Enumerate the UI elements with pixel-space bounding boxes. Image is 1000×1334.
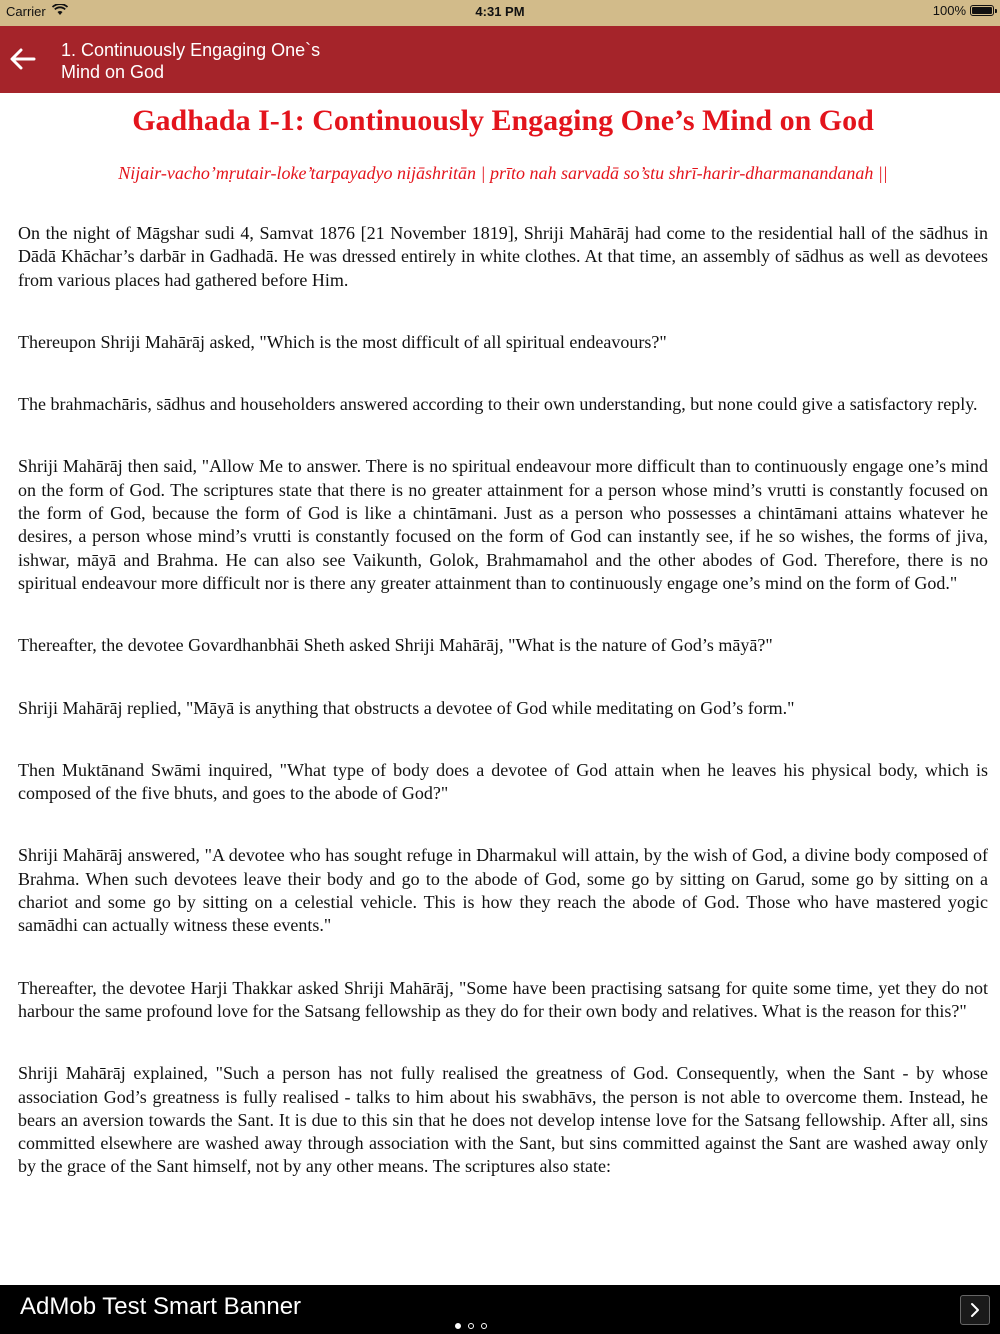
page-indicator [455,1323,487,1329]
ad-next-button[interactable] [960,1295,990,1325]
article-content[interactable] [18,93,988,1273]
battery-percent: 100% [932,3,966,18]
status-bar [0,0,1000,26]
navigation-bar [0,26,1000,93]
chevron-right-icon [969,1302,981,1318]
article-paragraph: Shriji Mahārāj replied, "Māyā is anything that obstructs a devotee of God while meditating on God’s form." [18,697,795,718]
nav-title-line-1: 1. Continuously Engaging One`s [61,40,321,60]
article-paragraph: Then Muktānand Swāmi inquired, "What type of body does a devotee of God attain when he leaves his physical body, which is composed of the five bhuts, and goes to the abode of God?" [18,759,988,804]
article-paragraph: Thereafter, the devotee Govardhanbhāi Sheth asked Shriji Mahārāj, "What is the nature of God’s māyā?" [18,635,773,656]
article-paragraph: Shriji Mahārāj then said, "Allow Me to answer. There is no spiritual endeavour more difficult than to continuously engage one’s mind on the form of God. The scriptures state that there is no greater attainment for a person whose mind’s vrutti is constantly focused on the form of God, because the form of God is like a chintāmani. Just as a person who possesses a chintāmani attains whatever he desires, a person whose mind’s vrutti is constantly focused on the form of God can instantly see, if he so wishes, the forms of jiva, ishwar, māyā and Brahma. He can also see Vaikunth, Golok, Brahmamahol and the other abodes of God. Therefore, there is no spiritual endeavour more difficult nor is there any greater attainment than to continuously engage one’s mind on the form of God." [18,456,988,593]
article-paragraph: The brahmachāris, sādhus and householders answered according to their own understanding, but none could give a satisfactory reply. [18,394,978,415]
battery-status [933,3,994,18]
article-paragraph: On the night of Māgshar sudi 4, Samvat 1876 [21 November 1819], Shriji Mahārāj had come to the residential hall of the sādhus in Dādā Khāchar’s darbār in Gadhadā. He was dressed entirely in white clothes. At that time, an assembly of sādhus as well as devotees from various places had gathered before Him. [18,223,988,290]
ad-banner[interactable] [0,1285,1000,1334]
article-paragraph: Shriji Mahārāj explained, "Such a person has not fully realised the greatness of God. Consequently, when the Sant - by whose association God’s greatness is fully realised - talks to him about his swabhāvs, the person is not able to overcome them. Instead, he bears an aversion towards the Sant. It is due to this sin that he does not develop intense love for the Satsang fellowship. After all, sins committed elsewhere are washed away through association with the Sant, but sins committed against the Sant are washed away only by the grace of the Sant himself, not by any other means. The scriptures also state: [18,1063,988,1177]
article-verse: Nijair-vacho’mṛutair-loke’tarpayadyo nijāshritān | prīto nah sarvadā so’stu shrī-harir-dharmanandanah || [118,163,888,183]
page-dot [481,1323,487,1329]
ad-banner-text[interactable]: AdMob Test Smart Banner [20,1293,302,1320]
article-paragraph: Thereafter, the devotee Harji Thakkar asked Shriji Mahārāj, "Some have been practising satsang for quite some time, yet they do not harbour the same profound love for the Satsang fellowship as they do for their own body and relatives. What is the reason for this?" [18,977,988,1021]
back-arrow-icon [10,48,36,70]
page-dot [468,1323,474,1329]
page-dot [455,1323,461,1329]
nav-title-line-2: Mind on God [61,62,165,82]
nav-title [61,39,361,83]
article-body [18,222,988,1179]
article-title: Gadhada I-1: Continuously Engaging One’s Mind on God [132,104,874,137]
article-paragraph: Shriji Mahārāj answered, "A devotee who has sought refuge in Dharmakul will attain, by the wish of God, a divine body composed of Brahma. When such devotees leave their body and go to the abode of God, some go by sitting on Garud, some go by sitting on a chariot and some go by sitting on a celestial vehicle. This is how they reach the abode of God. Those who have mastered yogic samādhi can actually witness these events." [18,845,988,936]
carrier-label: Carrier [6,4,46,19]
article-paragraph: Thereupon Shriji Mahārāj asked, "Which is the most difficult of all spiritual endeavours?" [18,331,667,352]
battery-icon [970,5,994,16]
back-button[interactable] [4,40,42,78]
status-time: 4:31 PM [475,4,525,19]
